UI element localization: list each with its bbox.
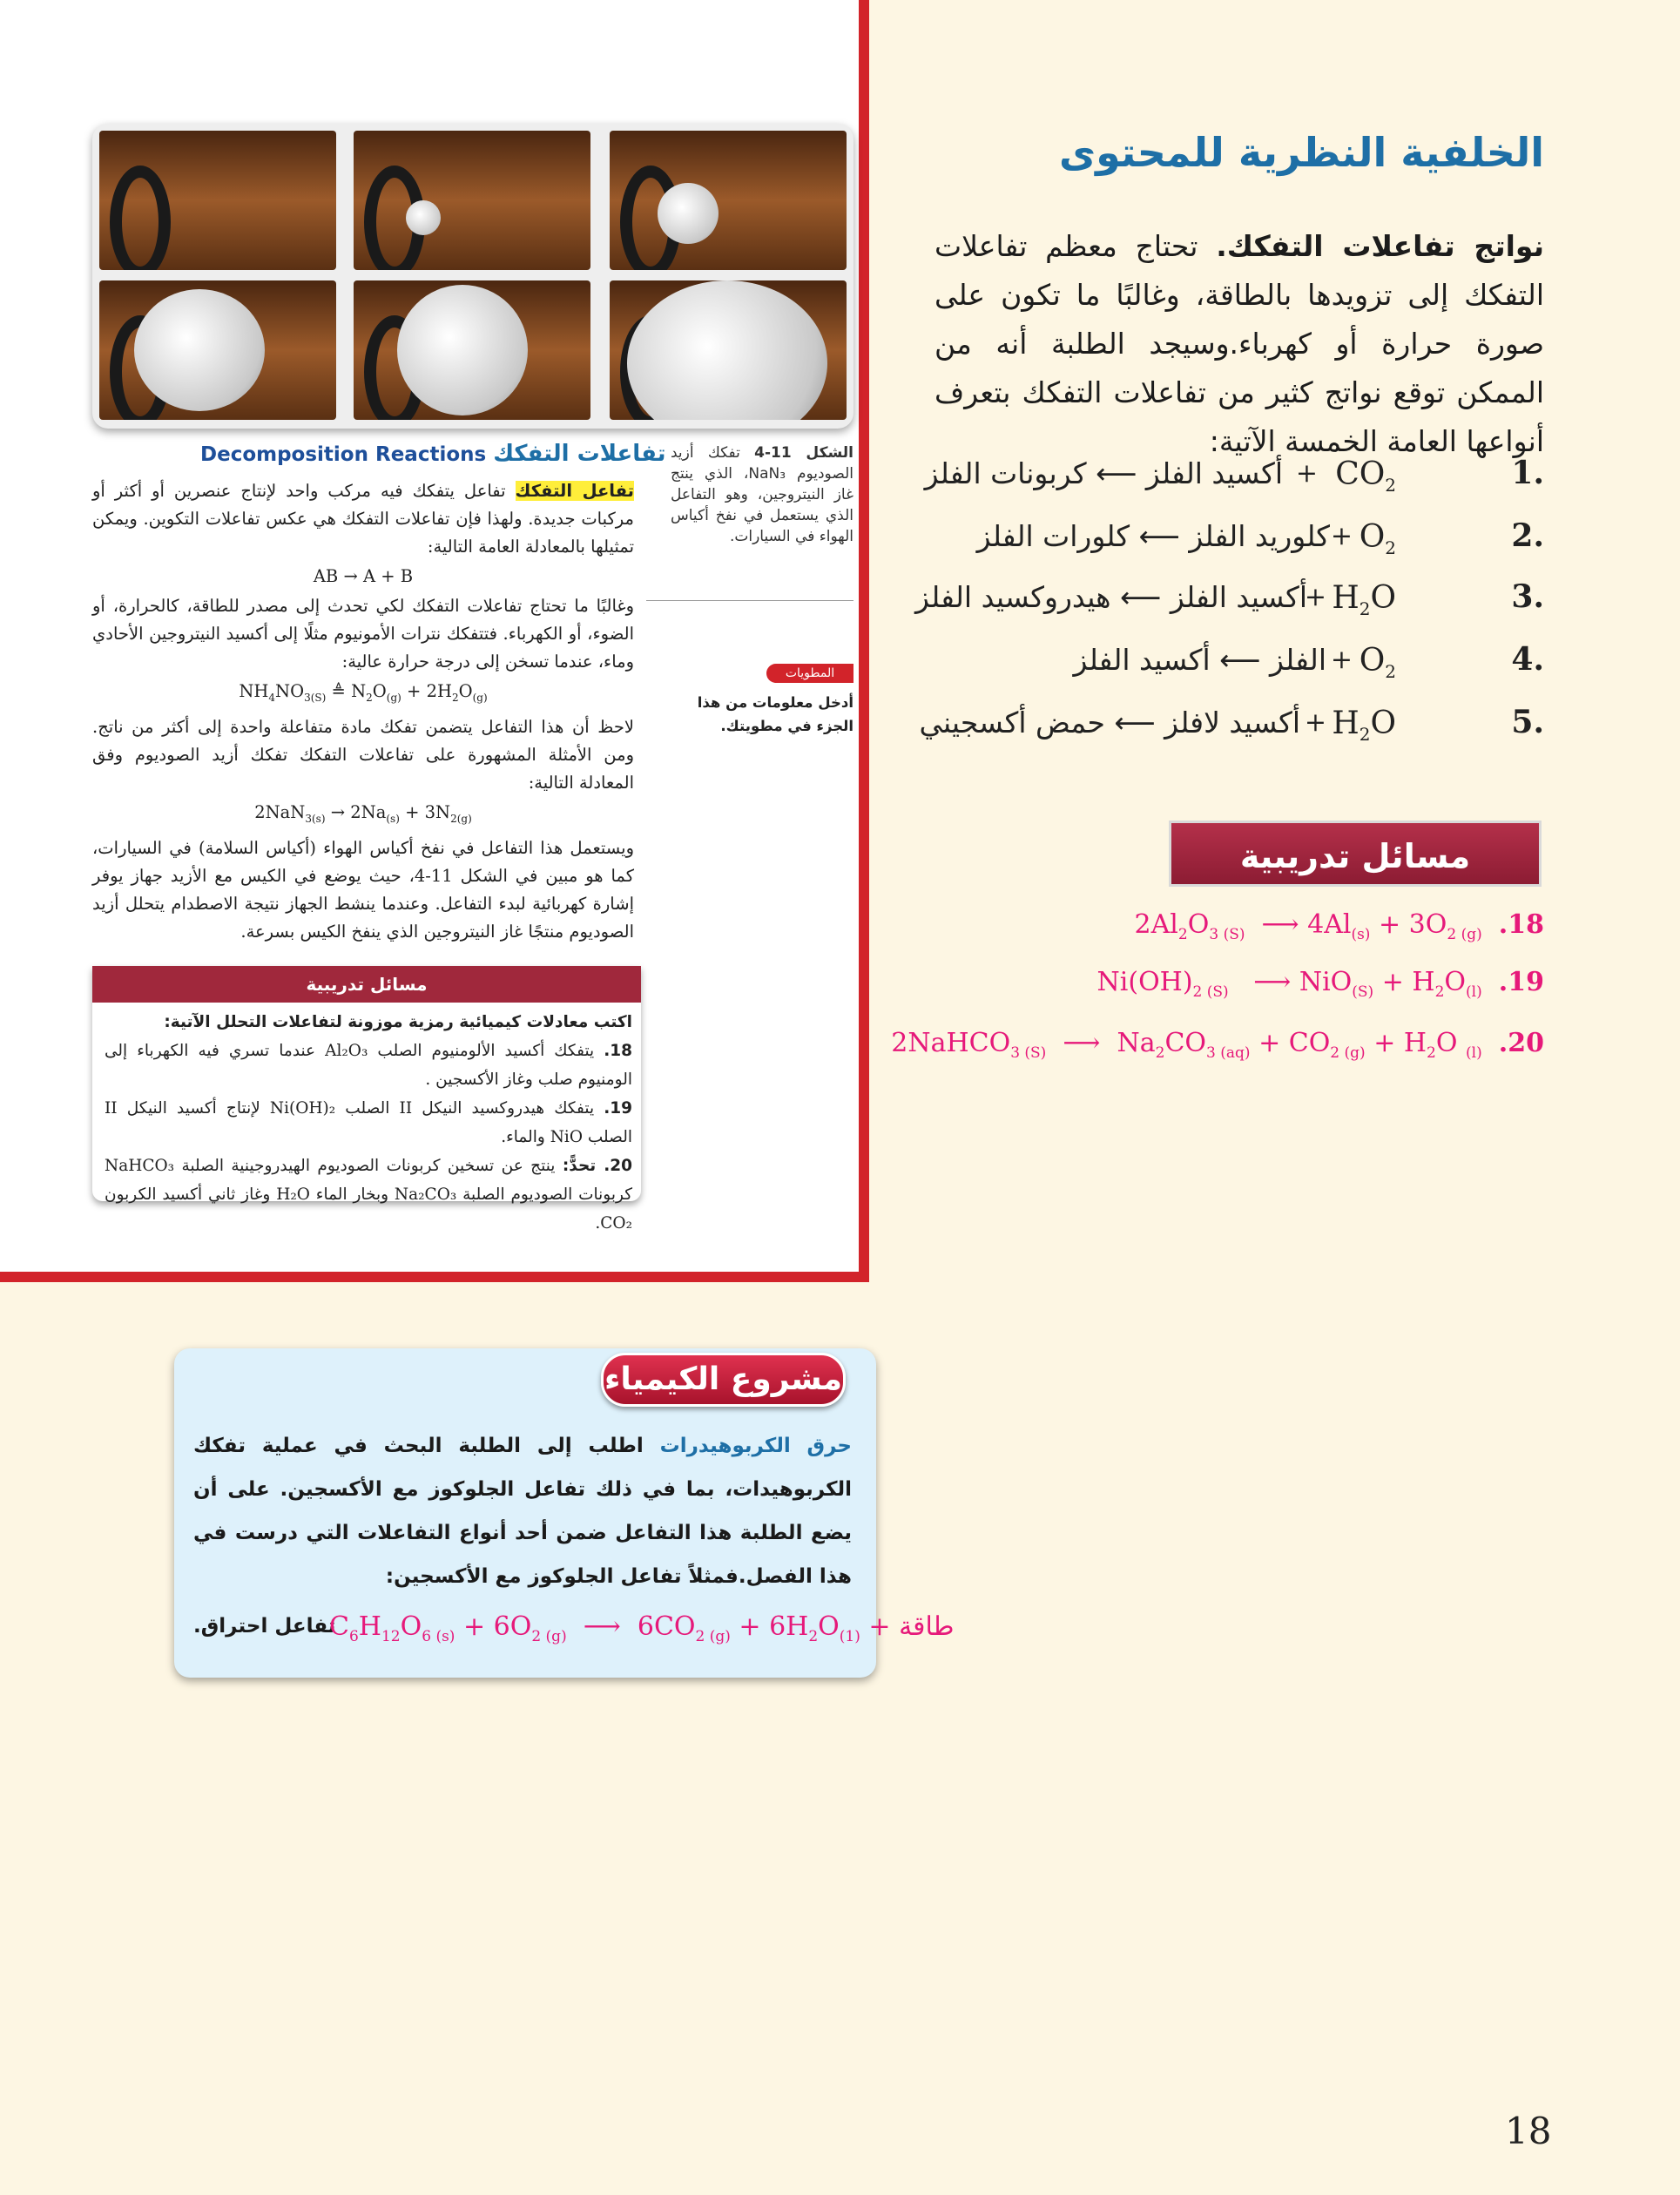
rule-text: أكسيد الفلز ⟵ هيدروكسيد الفلز xyxy=(915,580,1307,614)
plus-sign: + xyxy=(1304,707,1326,738)
plus-sign: + xyxy=(1330,645,1353,675)
rule-formula: $O_2$ xyxy=(1359,519,1396,559)
practice-eq-18: $2Al_2O_{3 (S)}$ ⟶ $4Al_{(s)} + 3O_{2 (g)}$ .18 xyxy=(1134,909,1544,943)
ammonium-nitrate-equation: $NH_4NO_{3(S)}$ ≜ $N_2O_{(g)} + 2H_2O_{(g)}$ xyxy=(239,681,488,704)
rule-number: 4. xyxy=(1511,641,1544,678)
airbag-photo xyxy=(99,280,336,420)
glucose-combustion-equation: تفاعل احتراق. $C_6H_{12}O_{6 (s)} + 6O_{2 (g)}$ ⟶ $6CO_{2 (g)} + 6H_2O_{(1)}$ + طاقة xyxy=(193,1611,955,1645)
page-title: الخلفية النظرية للمحتوى xyxy=(1058,129,1544,176)
practice-instruction: اكتب معادلات كيميائية رمزية موزونة لتفاعلات التحلل الآتية: xyxy=(164,1013,632,1031)
rule-number: 1. xyxy=(1511,455,1544,491)
intro-text: تحتاج معظم تفاعلات التفكك إلى تزويدها بالطاقة، وغالبًا ما تكون على صورة حرارة أو كهرباء.وسيجد الطلبة أنه من الممكن توقع نواتج كثير من تفاعلات التفكك بتعرف أنواعها العامة الخمسة الآتية: xyxy=(934,229,1544,458)
rule-text: أكسيد الفلز ⟵ كربونات الفلز xyxy=(924,456,1283,490)
page-number: 18 xyxy=(1505,2110,1552,2152)
rule-text: الفلز ⟵ أكسيد الفلز xyxy=(1073,643,1326,677)
divider xyxy=(646,600,853,601)
rule-formula: $CO_2$ xyxy=(1335,456,1396,496)
practice-box xyxy=(92,966,641,1233)
practice-box-head: مسائل تدريبية xyxy=(92,966,641,1003)
rule-text: كلوريد الفلز ⟵ كلورات الفلز xyxy=(976,519,1330,553)
rule-text: أكسيد لافلز ⟵ حمض أكسجيني xyxy=(919,706,1300,740)
rule-number: 3. xyxy=(1511,578,1544,615)
chemistry-project-banner: مشروع الكيمياء xyxy=(601,1353,846,1407)
practice-eq-19: $Ni(OH)_{2 (S)}$ ⟶ $NiO_{(S)} + H_2O_{(l)}$ .19 xyxy=(1096,967,1544,1001)
practice-box-body xyxy=(105,1008,632,1238)
practice-q19: 19. يتفكك هيدروكسيد النيكل II الصلب Ni(OH)₂ لإنتاج أكسيد النيكل II الصلب NiO والماء. xyxy=(105,1099,632,1146)
rule-formula: $H_2O$ xyxy=(1332,580,1396,620)
rule-4 xyxy=(934,641,1544,692)
rule-3 xyxy=(915,578,1544,629)
intro-paragraph xyxy=(934,222,1544,466)
practice-q20: 20. تحدًّ: ينتج عن تسخين كربونات الصوديوم الهيدروجينية الصلبة NaHCO₃ كربونات الصوديوم الصلبة Na₂CO₃ وبخار الماء H₂O وغاز ثاني أكسيد الكربون CO₂. xyxy=(105,1157,632,1233)
rule-number: 5. xyxy=(1511,704,1544,740)
airbag-photo xyxy=(610,280,847,420)
rule-formula: $O_2$ xyxy=(1359,643,1396,683)
airbag-photo xyxy=(354,280,590,420)
paragraph-3: لاحظ أن هذا التفاعل يتضمن تفكك مادة متفاعلة واحدة إلى أكثر من ناتج. ومن الأمثلة المشهورة على تفاعلات التفكك تفكك أزيد الصوديوم وفق المعادلة التالية: xyxy=(92,716,634,793)
airbag-photo-sequence xyxy=(92,124,853,429)
project-title: حرق الكربوهيدرات xyxy=(659,1435,852,1457)
rule-1 xyxy=(924,455,1544,505)
airbag-photo xyxy=(610,131,847,270)
practice-eq-20: 2NaHCO$_{3 (S)}$ ⟶ $Na_2CO_{3 (aq)} + CO_{2 (g)} + H_2O$ $_{(l)}$ .20 xyxy=(891,1028,1544,1062)
practice-q18: 18. يتفكك أكسيد الألومنيوم الصلب Al₂O₃ عندما تسري فيه الكهرباء إلى الومنيوم صلب وغاز الأكسجين . xyxy=(105,1042,632,1089)
practice-banner: مسائل تدريبية xyxy=(1169,821,1542,887)
project-text: حرق الكربوهيدرات اطلب إلى الطلبة البحث في عملية تفكك الكربوهيدات، بما في ذلك تفاعل الجلوكوز مع الأكسجين. على أن يضع الطلبة هذا التفاعل ضمن أحد أنواع التفاعلات التي درست في هذا الفصل.فمثلاً تفاعل الجلوكوز مع الأكسجين: xyxy=(193,1435,852,1588)
intro-bold: نواتج تفاعلات التفكك. xyxy=(1216,229,1545,263)
paragraph-2: وغالبًا ما تحتاج تفاعلات التفكك لكي تحدث إلى مصدر للطاقة، كالحرارة، أو الضوء، أو الكهرباء. فتتفكك نترات الأمونيوم مثلًا إلى أكسيد النيتروجين الأحادي وماء، عندما تسخن إلى درجة حرارة عالية: xyxy=(92,596,634,672)
figure-caption: الشكل 11-4 تفكك أزيد الصوديوم NaN₃، الذي ينتج غاز النيتروجين، وهو التفاعل الذي يستعمل في نفخ أكياس الهواء في السيارات. xyxy=(671,444,853,545)
rule-5 xyxy=(919,704,1544,754)
airbag-photo xyxy=(354,131,590,270)
airbag-photo xyxy=(99,131,336,270)
paragraph-4: ويستعمل هذا التفاعل في نفخ أكياس الهواء (أكياس السلامة) في السيارات، كما هو مبين في الشكل 11-4، حيث يوضع في الكيس مع الأزيد جهاز يوفر إشارة كهربائية لبدء التفاعل. وعندما ينشط الجهاز نتيجة الاصطدام يتحلل أزيد الصوديوم منتجًا غاز النيتروجين الذي ينفخ الكيس بسرعة. xyxy=(92,837,634,942)
sodium-azide-equation: $2NaN_{3(s)} \to 2Na_{(s)} + 3N_{2(g)}$ xyxy=(254,801,472,825)
plus-sign: + xyxy=(1295,458,1318,489)
highlight-term: تفاعل التفكك xyxy=(515,481,634,501)
foldables-badge: المطويات xyxy=(766,664,853,683)
paragraph-1: تفاعل التفكك تفاعل يتفكك فيه مركب واحد لإنتاج عنصرين أو أكثر أو مركبات جديدة. ولهذا فإن تفاعلات التفكك هي عكس تفاعلات التكوين. ويمكن تمثيلها بالمعادلة العامة التالية: xyxy=(92,481,634,557)
plus-sign: + xyxy=(1330,521,1353,551)
reaction-type-label: تفاعل احتراق. xyxy=(193,1615,336,1638)
section-title: Decomposition Reactions تفاعلات التفكك xyxy=(200,441,666,467)
rule-formula: $H_2O$ xyxy=(1332,706,1396,746)
general-equation: AB → A + B xyxy=(313,566,414,586)
section-body xyxy=(92,477,634,946)
foldables-text: أدخل معلومات من هذا الجزء في مطويتك. xyxy=(697,694,853,734)
rule-2 xyxy=(934,517,1544,568)
plus-sign: + xyxy=(1304,582,1326,612)
rule-number: 2. xyxy=(1511,517,1544,554)
